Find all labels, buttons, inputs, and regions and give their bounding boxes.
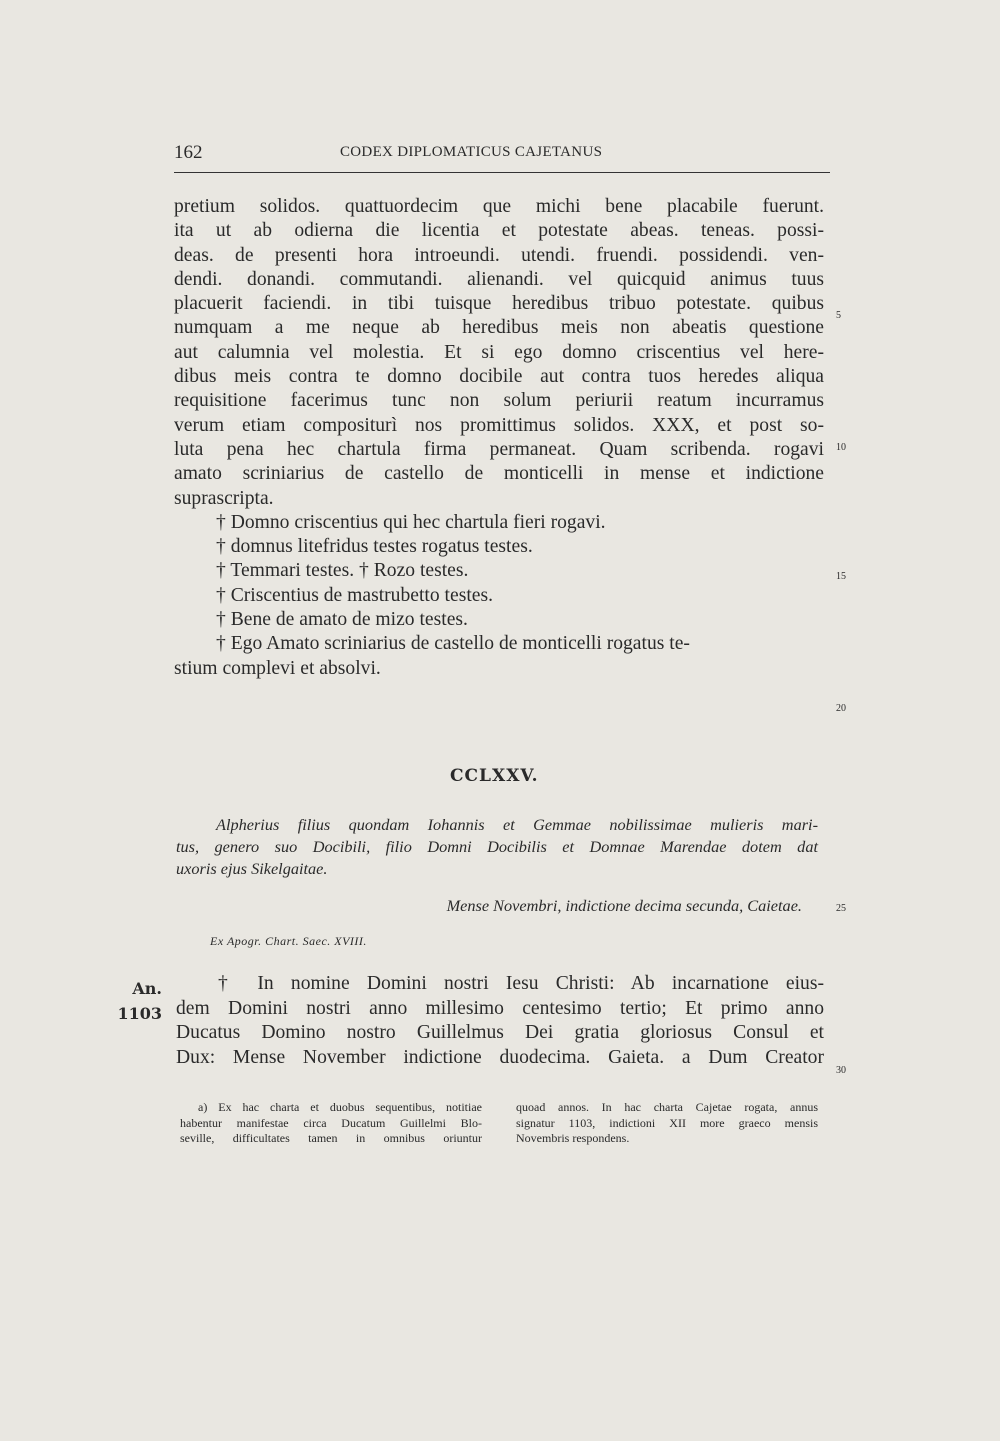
summary-line: uxoris ejus Sikelgaitae. — [176, 859, 328, 878]
text-line: suprascripta. — [174, 487, 274, 509]
signature-line: † Bene de amato de mizo testes. — [216, 609, 468, 631]
text-line: † In nomine Domini nostri Iesu Christi: Ab incarnatione eius- — [218, 973, 824, 994]
signature-line: † Temmari testes. † Rozo testes. — [216, 560, 469, 582]
document-source: Ex Apogr. Chart. Saec. XVIII. — [210, 934, 367, 948]
line-number: 20 — [836, 703, 846, 714]
text-line: deas. de presenti hora introeundi. utendi. fruendi. possidendi. ven- — [174, 244, 824, 266]
text-line: pretium solidos. quattuordecim que michi bene placabile fuerunt. — [174, 196, 824, 217]
footnote-column-right — [516, 1100, 818, 1147]
footnote-line: quoad annos. In hac charta Cajetae rogata, annus — [516, 1100, 818, 1114]
text-line: requisitione facerimus tunc non solum periurii reatum incurramus — [174, 390, 824, 412]
page-header — [174, 140, 830, 168]
footnote-line: a) Ex hac charta et duobus sequentibus, notitiae — [198, 1100, 482, 1114]
page-number: 162 — [174, 142, 203, 163]
text-line: ita ut ab odierna die licentia et potestate abeas. teneas. possi- — [174, 220, 824, 242]
signature-line: † Criscentius de mastrubetto testes. — [216, 584, 493, 606]
signature-line: † Domno criscentius qui hec chartula fieri rogavi. — [216, 511, 606, 533]
footnote-line: seville, difficultates tamen in omnibus oriuntur — [180, 1131, 482, 1145]
signature-line: † Ego Amato scriniarius de castello de monticelli rogatus te- — [216, 633, 690, 655]
text-line: Dux: Mense November indictione duodecima. Gaieta. a Dum Creator — [176, 1046, 824, 1068]
text-line: verum etiam compositurì nos promittimus solidos. XXX, et post so- — [174, 414, 824, 436]
margin-year-label: An. — [132, 979, 162, 998]
document-dateline: Mense Novembri, indictione decima secunda, Caietae. — [446, 896, 802, 915]
text-line: luta pena hec chartula firma permaneat. Quam scribenda. rogavi — [174, 438, 824, 460]
text-line: dendi. donandi. commutandi. alienandi. vel quicquid animus tuus — [174, 268, 824, 290]
summary-line: tus, genero suo Docibili, filio Domni Docibilis et Domnae Marendae dotem dat — [176, 837, 818, 856]
margin-year-value: 1103 — [117, 1004, 162, 1023]
summary-line: Alpherius filius quondam Iohannis et Gemmae nobilissimae mulieris mari- — [216, 815, 818, 834]
footnote-line: signatur 1103, indictioni XII more graeco mensis — [516, 1115, 818, 1130]
footnote-line: Novembris respondens. — [516, 1131, 630, 1145]
charter-text — [176, 972, 824, 1070]
footnote-line: habentur manifestae circa Ducatum Guillelmi Blo- — [180, 1115, 482, 1130]
line-number: 5 — [836, 310, 841, 321]
document-summary — [176, 814, 818, 880]
signature-line: stium complevi et absolvi. — [174, 657, 381, 679]
text-line: dem Domini nostri anno millesimo centesimo tertio; Et primo anno — [176, 997, 824, 1019]
text-line: dibus meis contra te domno docibile aut contra tuos heredes aliqua — [174, 366, 824, 388]
text-line: numquam a me neque ab heredibus meis non abeatis questione — [174, 317, 824, 339]
header-rule — [174, 172, 830, 173]
line-number: 10 — [836, 442, 846, 453]
line-number: 30 — [836, 1065, 846, 1076]
line-number: 15 — [836, 571, 846, 582]
text-line: aut calumnia vel molestia. Et si ego domno criscentius vel here- — [174, 341, 824, 363]
text-line: Ducatus Domino nostro Guillelmus Dei gratia gloriosus Consul et — [176, 1022, 824, 1043]
text-line: amato scriniarius de castello de monticelli in mense et indictione — [174, 463, 824, 485]
margin-date — [106, 976, 162, 1026]
footnote-column-left — [180, 1100, 482, 1147]
text-line: placuerit faciendi. in tibi tuisque heredibus tribuo potestate. quibus — [174, 293, 824, 315]
charter-text-continued — [174, 195, 824, 681]
line-number: 25 — [836, 903, 846, 914]
running-title: CODEX DIPLOMATICUS CAJETANUS — [340, 144, 603, 160]
signature-line: † domnus litefridus testes rogatus testes. — [216, 536, 533, 558]
document-number: CCLXXV. — [450, 766, 539, 786]
